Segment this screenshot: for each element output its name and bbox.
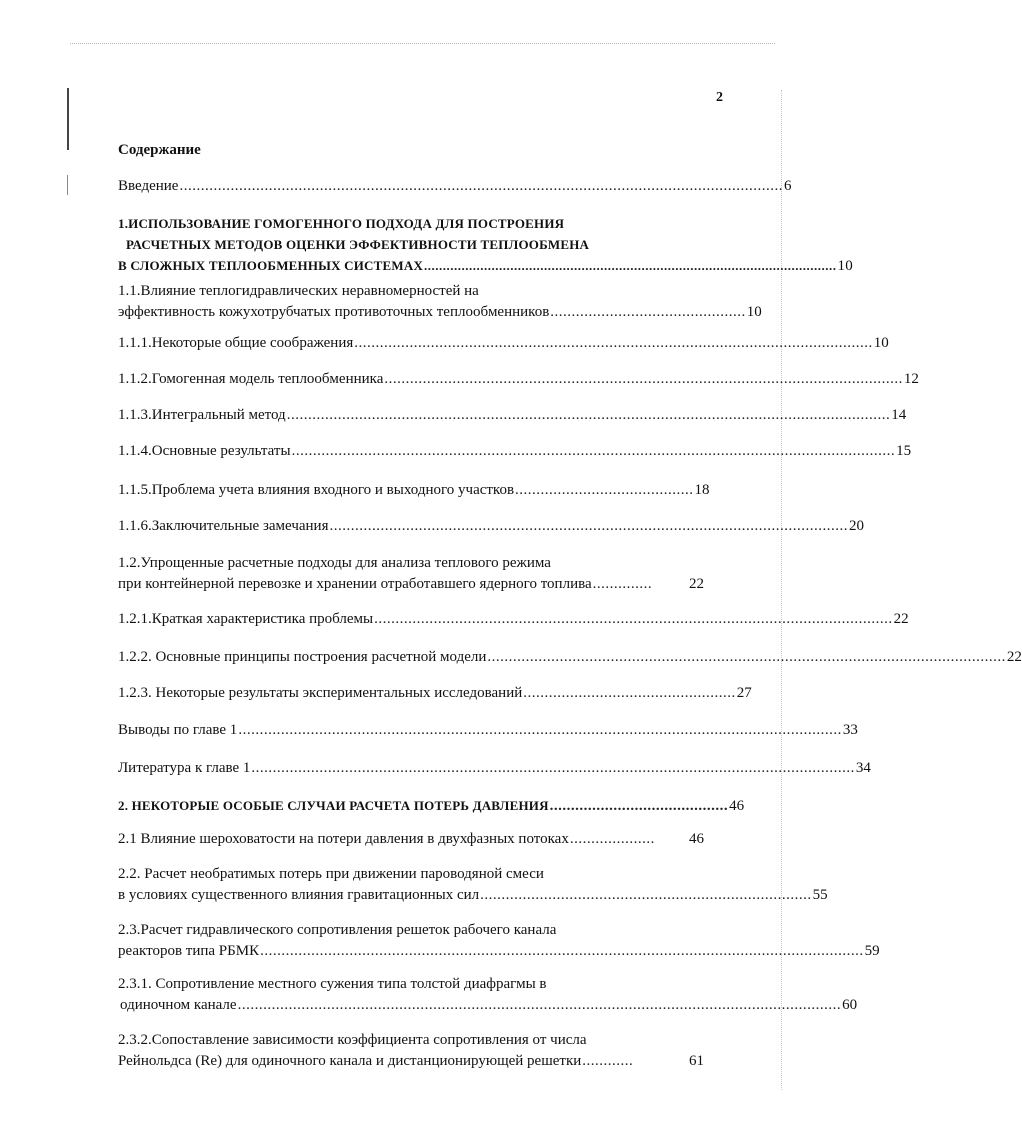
scan-edge-right: [781, 90, 782, 1090]
toc-entry-2-3-1: 2.3.1. Сопротивление местного сужения типа толстой диафрагмы в одиночном канале .............................................................................................................................................. 60: [118, 974, 704, 1016]
scan-edge-top: [70, 43, 775, 44]
toc-entry-1-2: 1.2.Упрощенные расчетные подходы для анализа теплового режима при контейнерной перевозке и хранении отработавшего ядерного топлива .............. 22: [118, 553, 704, 595]
toc-page: 46: [729, 798, 745, 814]
toc-entry-2-2: 2.2. Расчет необратимых потерь при движении пароводяной смеси в условиях существенного влияния гравитационных сил .............................................................................. 55: [118, 864, 704, 906]
toc-entry-1-1-3: 1.1.3.Интегральный метод .............................................................................................................................................. 14: [118, 405, 704, 426]
toc-page: 12: [903, 371, 919, 387]
toc-entry-1-1-2: 1.1.2.Гомогенная модель теплообменника .......................................................................................................................... 12: [118, 369, 704, 390]
toc-entry-1-1-6: 1.1.6.Заключительные замечания .......................................................................................................................... 20: [118, 516, 704, 537]
toc-page: 18: [694, 482, 710, 498]
toc-page: 34: [855, 760, 871, 776]
toc-entry-references-1: Литература к главе 1 .............................................................................................................................................. 34: [118, 758, 704, 779]
toc-entry-introduction: Введение .............................................................................................................................................. 6: [118, 176, 704, 197]
scan-edge-left: [67, 88, 69, 150]
toc-page: 33: [842, 722, 858, 738]
toc-page: 59: [864, 943, 880, 959]
toc-page: 55: [812, 887, 828, 903]
toc-page: 20: [848, 518, 864, 534]
toc-page: 27: [736, 685, 752, 701]
page-number: 2: [716, 90, 723, 105]
toc-entry-chapter-1: 1.ИСПОЛЬЗОВАНИЕ ГОМОГЕННОГО ПОДХОДА ДЛЯ ПОСТРОЕНИЯ РАСЧЕТНЫХ МЕТОДОВ ОЦЕНКИ ЭФФЕКТИВНОСТИ ТЕПЛООБМЕНА В СЛОЖНЫХ ТЕПЛООБМЕННЫХ СИСТЕМАХ .............................................................................................................. 10: [118, 213, 704, 277]
toc-page: 14: [891, 407, 907, 423]
toc-page: 10: [746, 304, 762, 320]
toc-entry-1-2-3: 1.2.3. Некоторые результаты экспериментальных исследований .................................................. 27: [118, 683, 704, 704]
toc-entry-chapter-2: 2. НЕКОТОРЫЕ ОСОБЫЕ СЛУЧАИ РАСЧЕТА ПОТЕРЬ ДАВЛЕНИЯ .......................................... 46: [118, 795, 704, 817]
toc-entry-1-2-1: 1.2.1.Краткая характеристика проблемы .......................................................................................................................... 22: [118, 609, 704, 630]
toc-page: 10: [837, 258, 853, 274]
toc-entry-1-1-1: 1.1.1.Некоторые общие соображения .......................................................................................................................... 10: [118, 333, 704, 354]
toc-heading: Содержание: [118, 142, 201, 158]
toc-page: 10: [873, 335, 889, 351]
toc-page: 22: [689, 576, 704, 592]
toc-page: 6: [783, 178, 792, 194]
toc-page: 22: [893, 611, 909, 627]
toc-entry-2-1: 2.1 Влияние шероховатости на потери давления в двухфазных потоках .................... 46: [118, 829, 704, 850]
toc-page: 46: [689, 831, 704, 847]
toc-page: 22: [1006, 649, 1022, 665]
toc-page: 15: [896, 443, 912, 459]
toc-page: 61: [689, 1053, 704, 1069]
toc-entry-2-3-2: 2.3.2.Сопоставление зависимости коэффициента сопротивления от числа Рейнольдса (Re) для одиночного канала и дистанционирующей решетки ............ 61: [118, 1030, 704, 1072]
toc-entry-conclusions-1: Выводы по главе 1 .............................................................................................................................................. 33: [118, 720, 704, 741]
toc-entry-1-1-4: 1.1.4.Основные результаты .............................................................................................................................................. 15: [118, 441, 704, 462]
toc-entry-2-3: 2.3.Расчет гидравлического сопротивления решеток рабочего канала реакторов типа РБМК .............................................................................................................................................. 59: [118, 920, 704, 962]
toc-entry-1-1: 1.1.Влияние теплогидравлических неравномерностей на эффективность кожухотрубчатых противоточных теплообменников .............................................. 10: [118, 281, 704, 323]
toc-entry-1-2-2: 1.2.2. Основные принципы построения расчетной модели .......................................................................................................................... 22: [118, 647, 704, 668]
toc-entry-1-1-5: 1.1.5.Проблема учета влияния входного и выходного участков .......................................... 18: [118, 480, 704, 501]
toc-page: 60: [842, 997, 858, 1013]
scan-edge-left-lower: [67, 175, 68, 195]
